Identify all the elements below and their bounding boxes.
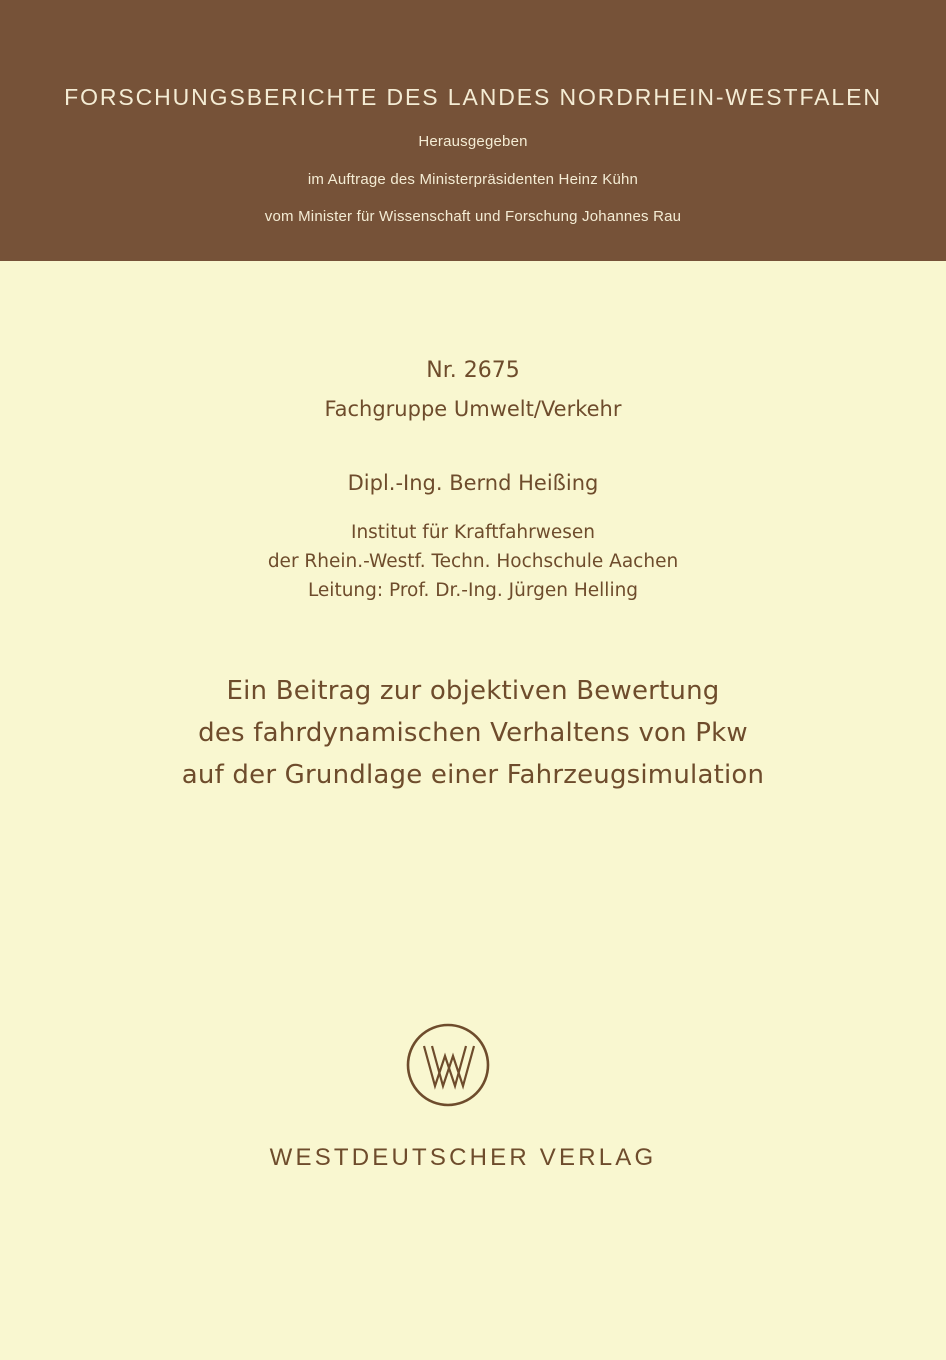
header-line-editor: Herausgegeben [418, 133, 528, 150]
institute-line: Institut für Kraftfahrwesen [350, 522, 595, 543]
title-line: Ein Beitrag zur objektiven Bewertung [226, 676, 720, 706]
title-line: des fahrdynamischen Verhaltens von Pkw [198, 718, 748, 748]
header-band [0, 0, 946, 261]
westdeutscher-verlag-ww-logo-icon [405, 1022, 491, 1108]
header-line-commission: im Auftrage des Ministerpräsidenten Heinz Kühn [307, 171, 639, 188]
title-line: auf der Grundlage einer Fahrzeugsimulation [181, 760, 765, 790]
header-line-minister: vom Minister für Wissenschaft und Forschung Johannes Rau [264, 208, 682, 225]
series-title: FORSCHUNGSBERICHTE DES LANDES NORDRHEIN-WESTFALEN [64, 84, 882, 110]
institute-line: Leitung: Prof. Dr.-Ing. Jürgen Helling [307, 580, 639, 601]
institute-line: der Rhein.-Westf. Techn. Hochschule Aachen [267, 551, 679, 572]
report-group: Fachgruppe Umwelt/Verkehr [324, 397, 622, 421]
report-number: Nr. 2675 [426, 358, 520, 383]
publisher-name: WESTDEUTSCHER VERLAG [269, 1144, 657, 1171]
author-name: Dipl.-Ing. Bernd Heißing [347, 471, 599, 495]
